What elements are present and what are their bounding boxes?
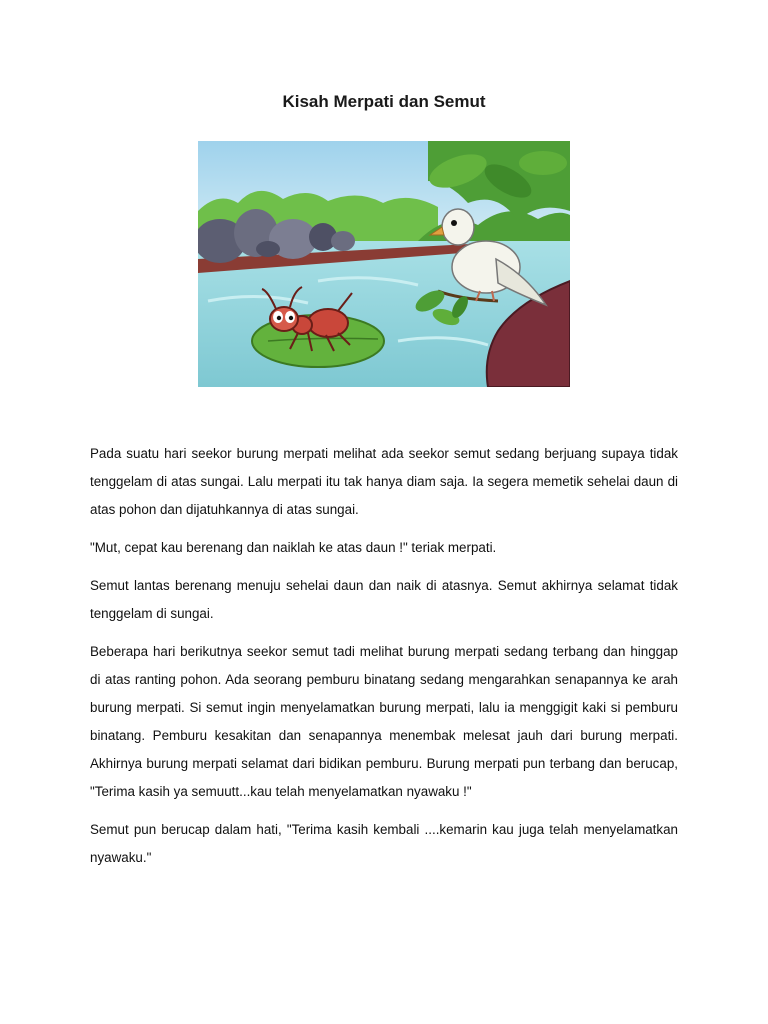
- story-illustration: [198, 141, 570, 387]
- paragraph: Semut pun berucap dalam hati, "Terima kasih kembali ....kemarin kau juga telah menyelamatkan nyawaku.": [90, 822, 678, 865]
- story-body: [90, 440, 678, 882]
- paragraph: Pada suatu hari seekor burung merpati melihat ada seekor semut sedang berjuang supaya tidak tenggelam di atas sungai. Lalu merpati itu tak hanya diam saja. Ia segera memetik sehelai daun di atas pohon dan dijatuhkannya di atas sungai.: [90, 446, 678, 517]
- page-title: Kisah Merpati dan Semut: [282, 92, 486, 111]
- paragraph: Semut lantas berenang menuju sehelai daun dan naik di atasnya. Semut akhirnya selamat tidak tenggelam di sungai.: [90, 578, 678, 621]
- paragraph: "Mut, cepat kau berenang dan naiklah ke atas daun !" teriak merpati.: [90, 540, 497, 555]
- rock: [256, 241, 280, 257]
- paragraph: Beberapa hari berikutnya seekor semut tadi melihat burung merpati sedang terbang dan hinggap di atas ranting pohon. Ada seorang pemburu binatang sedang mengarahkan senapannya ke arah burung merpati. Si semut ingin menyelamatkan burung merpati, lalu ia menggigit kaki si pemburu binatang. Pemburu kesakitan dan senapannya menembak melesat jauh dari burung merpati. Akhirnya burung merpati selamat dari bidikan pemburu. Burung merpati pun terbang dan berucap, "Terima kasih ya semuutt...kau telah menyelamatkan nyawaku !": [90, 644, 678, 799]
- rock: [331, 231, 355, 251]
